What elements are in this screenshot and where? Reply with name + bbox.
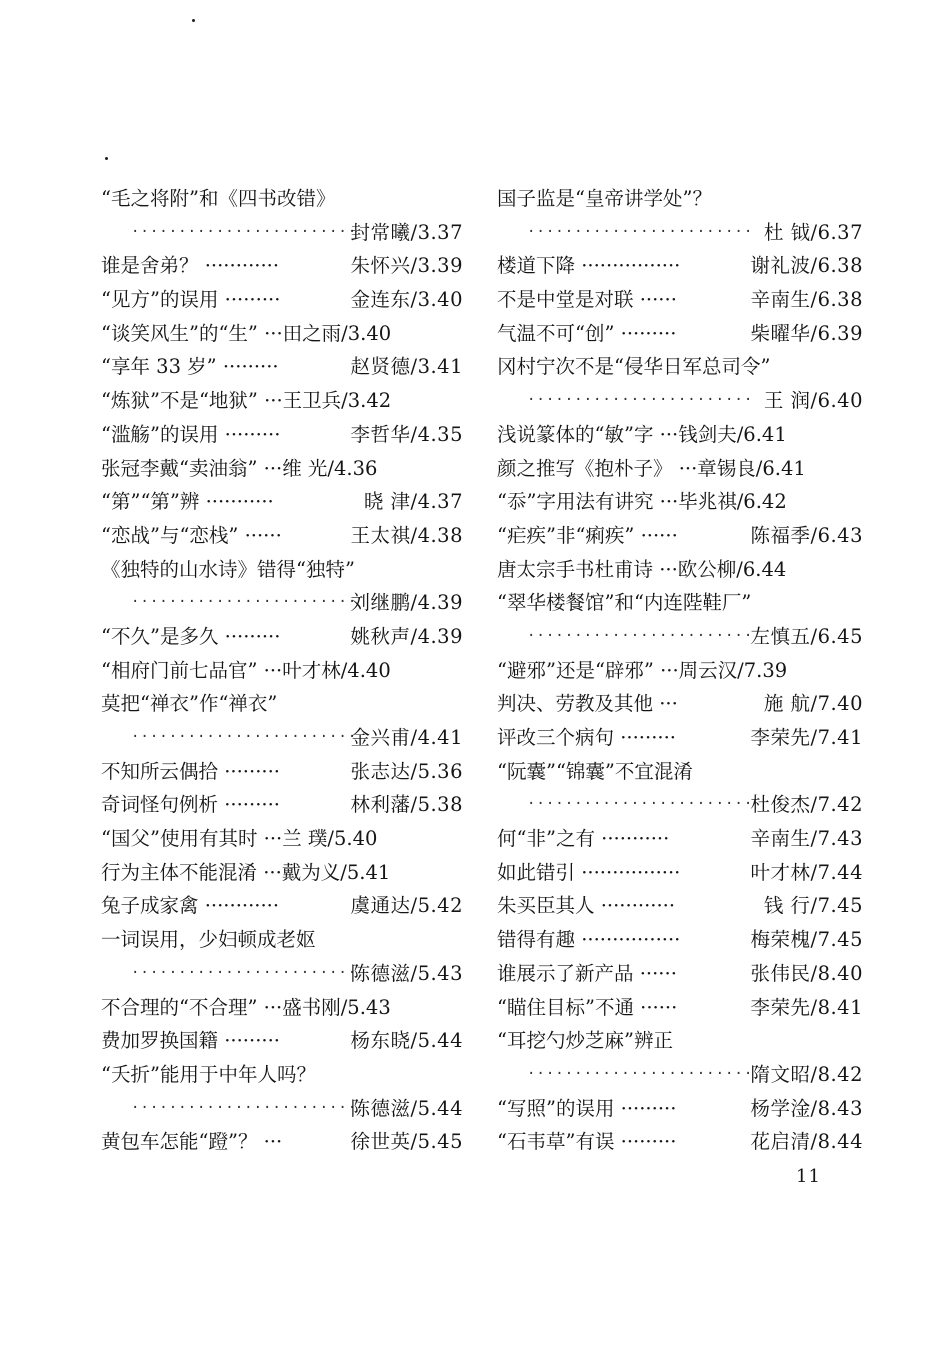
toc-entry (101, 755, 463, 789)
author-issue-page: 徐世英/5.45 (350, 1130, 463, 1154)
toc-entry (497, 957, 863, 991)
toc-entry (101, 384, 463, 418)
entry-title-text: “翠华楼餐馆”和“内连陛鞋厂” (497, 591, 752, 615)
toc-entry-title (101, 182, 463, 216)
entry-title-text: “夭折”能用于中年人吗？ (101, 1062, 316, 1086)
author-issue-page: 柴曜华/6.39 (750, 321, 863, 345)
author-issue-page: 林利藩/5.38 (350, 793, 463, 817)
author-issue-page: 李荣先/7.41 (750, 726, 863, 749)
author-issue-page: 陈德滋/5.44 (350, 1096, 463, 1120)
toc-entry (101, 654, 463, 688)
entry-title-text: 不是中堂是对联 ······ (497, 288, 677, 312)
entry-title-text: 张冠李戴“卖油翁” ···维 光/4.36 (101, 456, 378, 480)
toc-entry (497, 519, 863, 553)
entry-title-text: 冈村宁次不是“侵华日军总司令” (497, 355, 771, 379)
toc-entry-title (497, 182, 863, 216)
author-issue-page: 虞通达/5.42 (350, 894, 463, 918)
entry-title-text: 唐太宗手书杜甫诗 ···欧公柳/6.44 (497, 557, 787, 581)
author-issue-page: 姚秋声/4.39 (350, 624, 463, 648)
toc-entry (497, 822, 863, 856)
leader-dots: ························ (527, 796, 754, 813)
entry-title-text: 一词误用，少妇顿成老妪 (101, 928, 316, 952)
entry-title-text: 黄包车怎能“蹬”？ ··· (101, 1130, 283, 1154)
entry-title-text: “相府门前七品官” ···叶才林/4.40 (101, 658, 391, 682)
entry-title-text: “恋战”与“恋栈” ······ (101, 523, 282, 547)
entry-title-text: 判决、劳教及其他 ··· (497, 692, 678, 716)
author-issue-page: 赵贤德/3.41 (350, 355, 463, 379)
entry-title-text: 不知所云偶拾 ········· (101, 759, 280, 783)
toc-entry (101, 350, 463, 384)
entry-title-text: 行为主体不能混淆 ···戴为义/5.41 (101, 860, 391, 884)
toc-entry (101, 519, 463, 553)
entry-title-text: 楼道下降 ················ (497, 254, 681, 278)
leader-dots: ························ (131, 729, 358, 745)
entry-title-text: “炼狱”不是“地狱” ···王卫兵/3.42 (101, 389, 392, 413)
toc-right-column (497, 182, 863, 1156)
toc-entry (497, 317, 863, 351)
author-issue-page: 杨学淦/8.43 (750, 1096, 863, 1120)
toc-entry (101, 485, 463, 519)
entry-title-text: “毛之将附”和《四书改错》 (101, 187, 336, 210)
toc-entry (101, 249, 463, 283)
toc-entry (101, 991, 463, 1025)
entry-title-text: “见方”的误用 ········· (101, 288, 281, 312)
toc-entry (101, 788, 463, 822)
author-issue-page: 辛南生/7.43 (750, 827, 863, 851)
toc-entry (101, 418, 463, 452)
toc-entry-author-line (101, 586, 463, 620)
toc-entry-author-line (497, 788, 863, 822)
entry-title-text: “避邪”还是“辟邪” ···周云汉/7.39 (497, 658, 788, 682)
toc-entry (101, 822, 463, 856)
author-issue-page: 陈德滋/5.43 (350, 961, 463, 985)
toc-entry (101, 452, 463, 486)
author-issue-page: 梅荣槐/7.45 (750, 928, 863, 952)
author-issue-page: 施 航/7.40 (763, 692, 863, 716)
entry-title-text: 颜之推写《抱朴子》 ···章锡良/6.41 (497, 456, 806, 480)
entry-title-text: “不久”是多久 ········· (101, 624, 281, 648)
entry-title-text: 费加罗换国籍 ········· (101, 1029, 280, 1053)
author-issue-page: 李哲华/4.35 (350, 422, 463, 446)
author-issue-page: 杨东晓/5.44 (350, 1029, 463, 1053)
author-issue-page: 张伟民/8.40 (750, 961, 863, 985)
author-issue-page: 左慎五/6.45 (750, 624, 863, 648)
leader-dots: ························ (131, 1099, 358, 1116)
entry-title-text: “谈笑风生”的“生” ···田之雨/3.40 (101, 321, 392, 345)
toc-entry-title (101, 923, 463, 957)
author-issue-page: 朱怀兴/3.39 (350, 254, 463, 278)
toc-entry (497, 923, 863, 957)
entry-title-text: 何“非”之有 ··········· (497, 827, 670, 851)
entry-title-text: 气温不可“创” ········· (497, 321, 677, 345)
entry-title-text: 朱买臣其人 ············ (497, 894, 676, 918)
author-issue-page: 叶才林/7.44 (750, 860, 863, 884)
author-issue-page: 刘继鹏/4.39 (350, 591, 463, 615)
author-issue-page: 钱 行/7.45 (763, 894, 863, 918)
toc-entry-title (101, 553, 463, 587)
leader-dots: ························ (131, 964, 358, 981)
entry-title-text: 如此错引 ················ (497, 860, 681, 884)
toc-entry (101, 1024, 463, 1058)
leader-dots: ························ (131, 594, 358, 611)
toc-entry-author-line (101, 1092, 463, 1126)
author-issue-page: 谢礼波/6.38 (750, 254, 863, 278)
scan-speck (105, 157, 108, 160)
toc-entry (497, 418, 863, 452)
author-issue-page: 金连东/3.40 (350, 288, 463, 312)
entry-title-text: “享年 33 岁” ········· (101, 355, 279, 379)
entry-title-text: “国父”使用有其时 ···兰 璞/5.40 (101, 827, 378, 851)
toc-entry-title (101, 1058, 463, 1092)
toc-entry (497, 283, 863, 317)
entry-title-text: 浅说篆体的“敏”字 ···钱剑夫/6.41 (497, 422, 787, 446)
entry-title-text: “滥觞”的误用 ········· (101, 422, 281, 446)
toc-entry (497, 249, 863, 283)
toc-entry-title (497, 350, 863, 384)
toc-entry-author-line (497, 216, 863, 250)
toc-entry (497, 721, 863, 755)
author-issue-page: 花启清/8.44 (750, 1130, 863, 1154)
toc-entry (497, 1125, 863, 1159)
entry-title-text: 兔子成家禽 ············ (101, 894, 280, 918)
toc-entry (497, 485, 863, 519)
entry-title-text: “第”“第”辨 ··········· (101, 490, 274, 514)
toc-entry (101, 317, 463, 351)
toc-entry (497, 452, 863, 486)
author-issue-page: 晓 津/4.37 (363, 490, 463, 514)
toc-entry-author-line (101, 957, 463, 991)
author-issue-page: 封常曦/3.37 (350, 220, 463, 244)
toc-entry-author-line (497, 1058, 863, 1092)
entry-title-text: “石韦草”有误 ········· (497, 1130, 677, 1154)
toc-entry (497, 1092, 863, 1126)
author-issue-page: 李荣先/8.41 (750, 995, 863, 1019)
entry-title-text: “耳挖勺炒芝麻”辨正 (497, 1029, 673, 1053)
entry-title-text: 奇词怪句例析 ········· (101, 793, 280, 817)
author-issue-page: 辛南生/6.38 (750, 288, 863, 312)
scan-speck (192, 19, 195, 22)
toc-entry (101, 620, 463, 654)
toc-entry (101, 889, 463, 923)
toc-entry (101, 1125, 463, 1159)
author-issue-page: 王太祺/4.38 (350, 523, 463, 547)
entry-title-text: “阮囊”“锦囊”不宜混淆 (497, 759, 693, 783)
toc-entry-title (101, 687, 463, 721)
author-issue-page: 王 润/6.40 (763, 389, 863, 413)
entry-title-text: 《独特的山水诗》错得“独特” (101, 557, 355, 581)
toc-left-column (101, 182, 463, 1156)
toc-entry-author-line (497, 384, 863, 418)
leader-dots: ························ (527, 392, 754, 409)
leader-dots: ························ (527, 1065, 754, 1082)
toc-entry (497, 991, 863, 1025)
author-issue-page: 张志达/5.36 (350, 759, 463, 783)
entry-title-text: 评改三个病句 ········· (497, 726, 676, 749)
toc-entry-title (497, 586, 863, 620)
entry-title-text: 国子监是“皇帝讲学处”？ (497, 187, 712, 210)
entry-title-text: “写照”的误用 ········· (497, 1096, 677, 1120)
author-issue-page: 陈福季/6.43 (750, 523, 863, 547)
toc-entry (497, 856, 863, 890)
author-issue-page: 隋文昭/8.42 (750, 1062, 863, 1086)
author-issue-page: 杜俊杰/7.42 (750, 793, 863, 817)
toc-entry-title (497, 755, 863, 789)
author-issue-page: 金兴甫/4.41 (350, 726, 463, 749)
toc-entry (497, 553, 863, 587)
leader-dots: ························ (131, 223, 358, 240)
author-issue-page: 杜 钺/6.37 (763, 220, 863, 244)
entry-title-text: 不合理的“不合理” ···盛书刚/5.43 (101, 995, 391, 1019)
entry-title-text: “疟疾”非“痢疾” ······ (497, 523, 678, 547)
entry-title-text: 莫把“禅衣”作“禅衣” (101, 692, 278, 716)
leader-dots: ························ (527, 223, 754, 240)
page-number: 11 (796, 1166, 821, 1187)
entry-title-text: “忝”字用法有讲究 ···毕兆祺/6.42 (497, 490, 787, 514)
toc-entry (101, 283, 463, 317)
toc-entry-title (497, 1024, 863, 1058)
entry-title-text: 谁是舍弟？ ············ (101, 254, 280, 278)
entry-title-text: “瞄住目标”不通 ······ (497, 995, 678, 1019)
toc-entry (497, 889, 863, 923)
toc-entry-author-line (101, 216, 463, 250)
toc-entry-author-line (497, 620, 863, 654)
toc-entry-author-line (101, 721, 463, 755)
entry-title-text: 错得有趣 ················ (497, 928, 681, 952)
entry-title-text: 谁展示了新产品 ······ (497, 961, 677, 985)
leader-dots: ························ (527, 627, 754, 644)
toc-entry (497, 654, 863, 688)
toc-entry (101, 856, 463, 890)
toc-entry (497, 687, 863, 721)
